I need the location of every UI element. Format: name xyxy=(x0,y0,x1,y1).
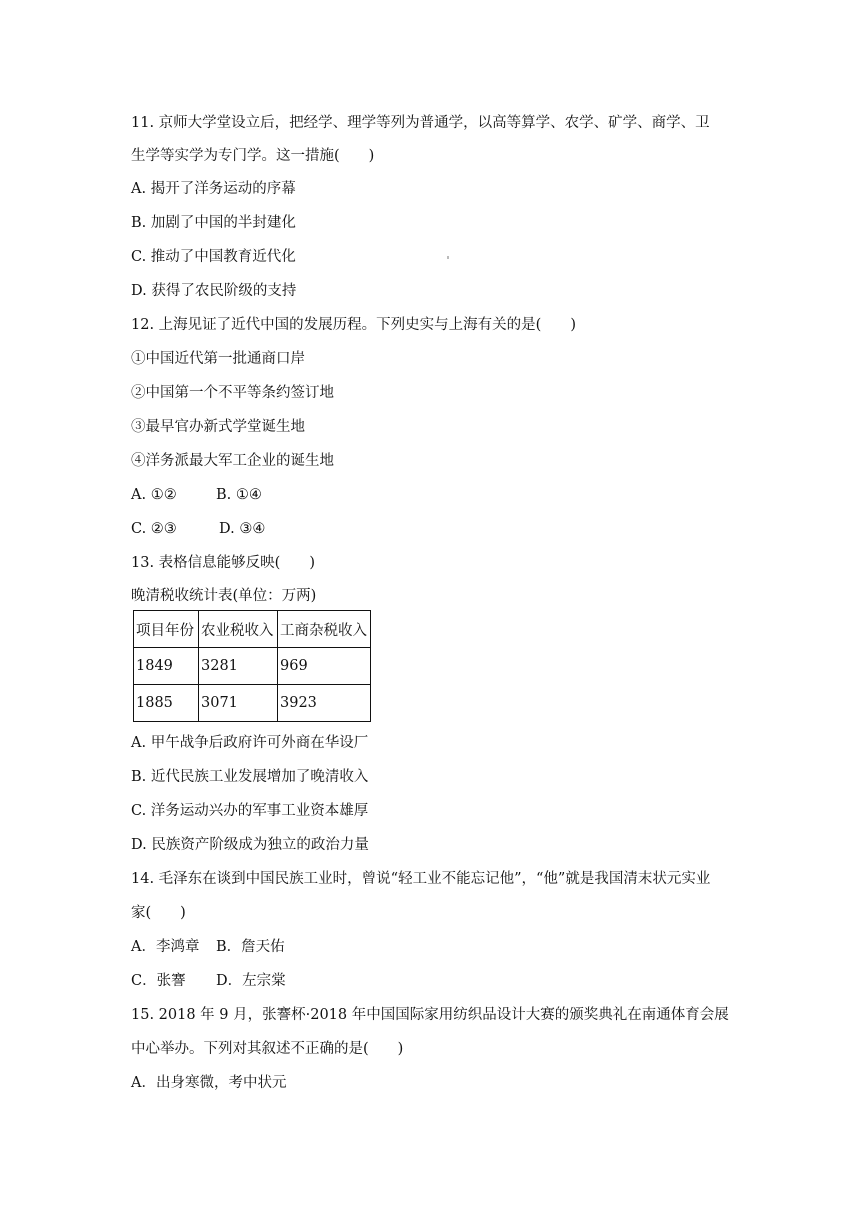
q14-option-a: A．李鸿章 xyxy=(131,939,200,955)
speck-mark xyxy=(447,256,449,259)
q13-table-title: 晚清税收统计表(单位：万两) xyxy=(131,588,317,604)
table-row xyxy=(134,685,371,722)
q11-option-a: A. 揭开了洋务运动的序幕 xyxy=(131,181,296,197)
q12-option-d: D. ③④ xyxy=(219,521,266,537)
q12-item-4: ④洋务派最大军工企业的诞生地 xyxy=(131,453,334,469)
tax-statistics-table xyxy=(133,610,371,722)
q11-stem-line2: 生学等实学为专门学。这一措施( ) xyxy=(131,148,375,164)
q14-stem-line1: 14. 毛泽东在谈到中国民族工业时，曾说“轻工业不能忘记他”，“他”就是我国清末状元实业 xyxy=(131,871,711,887)
q12-item-2: ②中国第一个不平等条约签订地 xyxy=(131,385,334,401)
q14-option-d: D．左宗棠 xyxy=(216,973,286,989)
q12-item-1: ①中国近代第一批通商口岸 xyxy=(131,351,305,367)
table-cell: 3923 xyxy=(278,685,371,722)
q15-stem-line1: 15. 2018 年 9 月，张謇杯·2018 年中国国际家用纺织品设计大赛的颁奖典礼在南通体育会展 xyxy=(131,1007,729,1023)
q13-stem: 13. 表格信息能够反映( ) xyxy=(131,555,315,571)
q14-option-c: C．张謇 xyxy=(131,973,186,989)
table-cell: 1885 xyxy=(134,685,199,722)
q14-stem-line2: 家( ) xyxy=(131,905,186,921)
table-cell: 3281 xyxy=(199,648,278,685)
table-cell: 1849 xyxy=(134,648,199,685)
table-header-cell: 农业税收入 xyxy=(199,611,278,648)
q11-option-d: D. 获得了农民阶级的支持 xyxy=(131,283,297,299)
table-header-row xyxy=(134,611,371,648)
table-header-cell: 工商杂税收入 xyxy=(278,611,371,648)
q13-option-b: B. 近代民族工业发展增加了晚清收入 xyxy=(131,769,369,785)
q12-option-a: A. ①② xyxy=(131,487,177,503)
table-cell: 3071 xyxy=(199,685,278,722)
q15-option-a: A．出身寒微，考中状元 xyxy=(131,1075,287,1091)
q11-stem-line1: 11. 京师大学堂设立后，把经学、理学等列为普通学，以高等算学、农学、矿学、商学、卫 xyxy=(131,115,710,131)
q15-stem-line2: 中心举办。下列对其叙述不正确的是( ) xyxy=(131,1041,404,1057)
q13-option-a: A. 甲午战争后政府许可外商在华设厂 xyxy=(131,735,369,751)
q13-option-c: C. 洋务运动兴办的军事工业资本雄厚 xyxy=(131,803,369,819)
q12-option-b: B. ①④ xyxy=(216,487,262,503)
table-row xyxy=(134,648,371,685)
q13-option-d: D. 民族资产阶级成为独立的政治力量 xyxy=(131,837,369,853)
q12-item-3: ③最早官办新式学堂诞生地 xyxy=(131,419,305,435)
q12-option-c: C. ②③ xyxy=(131,521,177,537)
table-cell: 969 xyxy=(278,648,371,685)
table-header-cell: 项目年份 xyxy=(134,611,199,648)
q11-option-c: C. 推动了中国教育近代化 xyxy=(131,249,296,265)
q14-option-b: B．詹天佑 xyxy=(216,939,285,955)
q11-option-b: B. 加剧了中国的半封建化 xyxy=(131,215,296,231)
q12-stem: 12. 上海见证了近代中国的发展历程。下列史实与上海有关的是( ) xyxy=(131,317,576,333)
